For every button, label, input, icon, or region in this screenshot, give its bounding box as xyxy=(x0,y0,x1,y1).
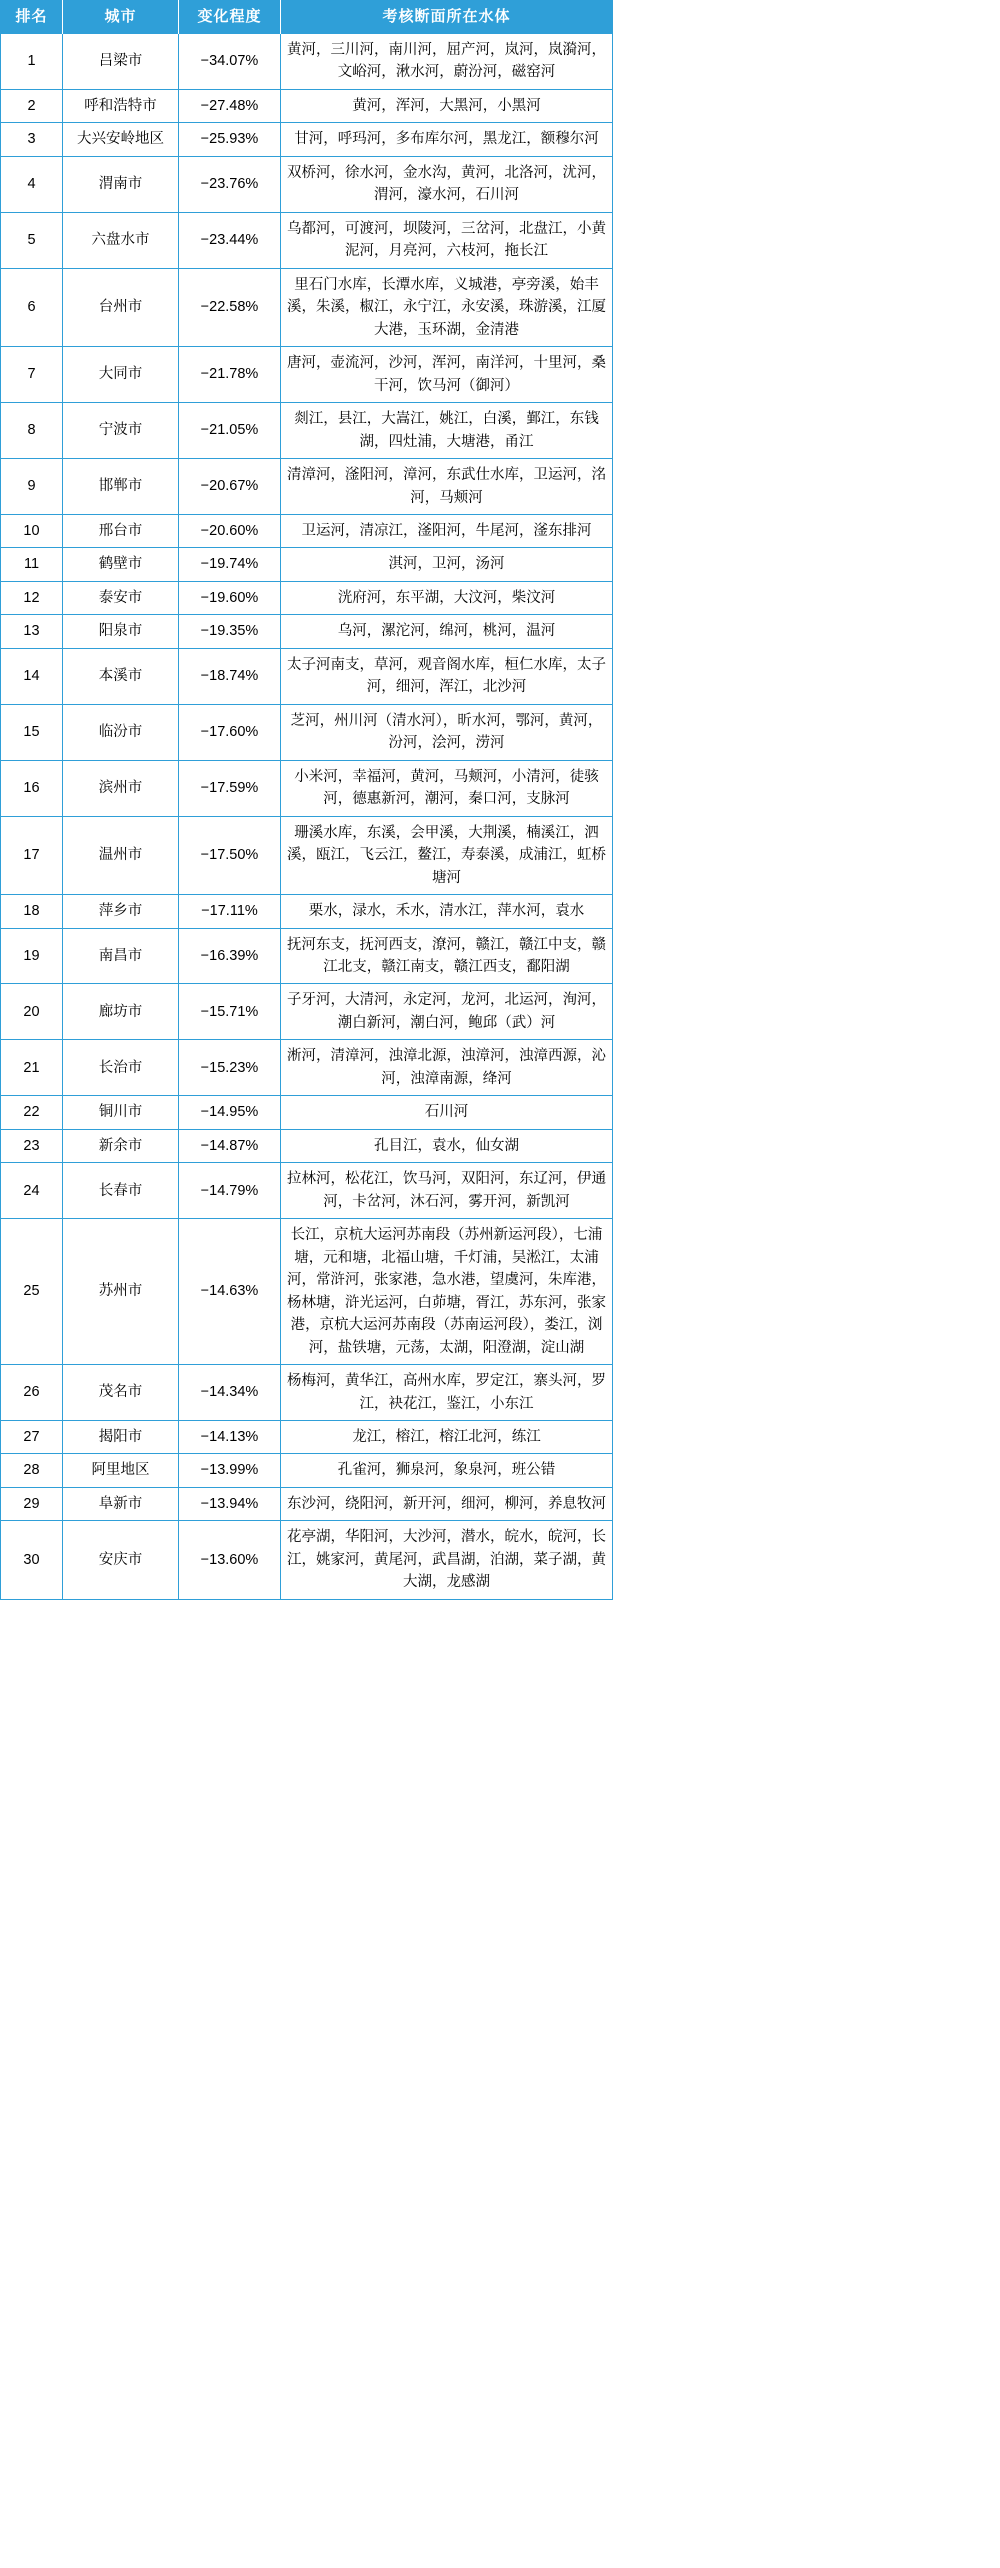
cell-city: 温州市 xyxy=(63,816,179,894)
city-water-quality-table xyxy=(0,0,613,1600)
cell-change: −27.48% xyxy=(179,89,281,122)
header-change: 变化程度 xyxy=(179,1,281,34)
table-row xyxy=(1,1365,613,1421)
cell-city: 吕梁市 xyxy=(63,34,179,90)
cell-water-body: 小米河，幸福河，黄河，马颊河，小清河，徒骇河，德惠新河，潮河，秦口河，支脉河 xyxy=(281,760,613,816)
cell-water-body: 太子河南支，草河，观音阁水库，桓仁水库，太子河，细河，浑江，北沙河 xyxy=(281,648,613,704)
cell-change: −14.63% xyxy=(179,1219,281,1365)
cell-change: −17.59% xyxy=(179,760,281,816)
cell-water-body: 石川河 xyxy=(281,1096,613,1129)
cell-water-body: 东沙河，绕阳河，新开河，细河，柳河，养息牧河 xyxy=(281,1487,613,1520)
cell-change: −14.79% xyxy=(179,1163,281,1219)
cell-water-body: 芝河，州川河（清水河），昕水河，鄂河，黄河，汾河，浍河，涝河 xyxy=(281,704,613,760)
cell-city: 临汾市 xyxy=(63,704,179,760)
cell-water-body: 子牙河，大清河，永定河，龙河，北运河，洵河，潮白新河，潮白河，鲍邱（武）河 xyxy=(281,984,613,1040)
cell-city: 廊坊市 xyxy=(63,984,179,1040)
cell-city: 长治市 xyxy=(63,1040,179,1096)
cell-water-body: 洸府河，东平湖，大汶河，柴汶河 xyxy=(281,581,613,614)
table-row xyxy=(1,89,613,122)
cell-rank: 27 xyxy=(1,1420,63,1453)
cell-rank: 5 xyxy=(1,212,63,268)
table-header xyxy=(1,1,613,34)
cell-change: −15.71% xyxy=(179,984,281,1040)
cell-water-body: 淇河，卫河，汤河 xyxy=(281,548,613,581)
cell-water-body: 唐河，壶流河，沙河，浑河，南洋河，十里河，桑干河，饮马河（御河） xyxy=(281,347,613,403)
cell-water-body: 珊溪水库，东溪，会甲溪，大荆溪，楠溪江，泗溪，瓯江，飞云江，鳌江，寿泰溪，成浦江，虹桥塘河 xyxy=(281,816,613,894)
cell-change: −14.95% xyxy=(179,1096,281,1129)
cell-change: −21.78% xyxy=(179,347,281,403)
cell-rank: 20 xyxy=(1,984,63,1040)
cell-water-body: 杨梅河，黄华江，高州水库，罗定江，寨头河，罗江，袂花江，鉴江，小东江 xyxy=(281,1365,613,1421)
cell-city: 本溪市 xyxy=(63,648,179,704)
cell-change: −23.44% xyxy=(179,212,281,268)
table-row xyxy=(1,984,613,1040)
cell-change: −15.23% xyxy=(179,1040,281,1096)
cell-city: 南昌市 xyxy=(63,928,179,984)
cell-change: −17.11% xyxy=(179,895,281,928)
table-row xyxy=(1,212,613,268)
table-row xyxy=(1,1420,613,1453)
cell-change: −21.05% xyxy=(179,403,281,459)
cell-city: 大同市 xyxy=(63,347,179,403)
cell-rank: 13 xyxy=(1,615,63,648)
cell-rank: 14 xyxy=(1,648,63,704)
cell-rank: 9 xyxy=(1,459,63,515)
cell-change: −20.60% xyxy=(179,514,281,547)
table-row xyxy=(1,1487,613,1520)
cell-water-body: 黄河，三川河，南川河，屈产河，岚河，岚漪河，文峪河，湫水河，蔚汾河，磁窑河 xyxy=(281,34,613,90)
cell-water-body: 栗水，渌水，禾水，清水江，萍水河，袁水 xyxy=(281,895,613,928)
cell-rank: 29 xyxy=(1,1487,63,1520)
cell-change: −22.58% xyxy=(179,268,281,346)
cell-change: −14.87% xyxy=(179,1129,281,1162)
table-row xyxy=(1,34,613,90)
table-row xyxy=(1,403,613,459)
table-row xyxy=(1,123,613,156)
table-row xyxy=(1,1040,613,1096)
cell-rank: 6 xyxy=(1,268,63,346)
cell-city: 渭南市 xyxy=(63,156,179,212)
table-header-row xyxy=(1,1,613,34)
table-row xyxy=(1,648,613,704)
cell-city: 阳泉市 xyxy=(63,615,179,648)
cell-rank: 30 xyxy=(1,1521,63,1599)
cell-water-body: 抚河东支，抚河西支，潦河，赣江，赣江中支，赣江北支，赣江南支，赣江西支，鄱阳湖 xyxy=(281,928,613,984)
cell-water-body: 黄河，浑河，大黑河，小黑河 xyxy=(281,89,613,122)
table-row xyxy=(1,895,613,928)
cell-water-body: 里石门水库，长潭水库，义城港，亭旁溪，始丰溪，朱溪，椒江，永宁江，永安溪，珠游溪，江厦大港，玉环湖，金清港 xyxy=(281,268,613,346)
cell-rank: 7 xyxy=(1,347,63,403)
cell-water-body: 孔目江，袁水，仙女湖 xyxy=(281,1129,613,1162)
cell-rank: 19 xyxy=(1,928,63,984)
cell-city: 台州市 xyxy=(63,268,179,346)
cell-rank: 23 xyxy=(1,1129,63,1162)
cell-change: −13.60% xyxy=(179,1521,281,1599)
cell-city: 新余市 xyxy=(63,1129,179,1162)
table-row xyxy=(1,514,613,547)
cell-water-body: 乌河，漯沱河，绵河，桃河，温河 xyxy=(281,615,613,648)
cell-city: 泰安市 xyxy=(63,581,179,614)
rank-table-container xyxy=(0,0,612,1600)
table-row xyxy=(1,1454,613,1487)
table-row xyxy=(1,548,613,581)
cell-water-body: 淅河，清漳河，浊漳北源，浊漳河，浊漳西源，沁河，浊漳南源，绛河 xyxy=(281,1040,613,1096)
cell-rank: 25 xyxy=(1,1219,63,1365)
cell-rank: 8 xyxy=(1,403,63,459)
cell-city: 滨州市 xyxy=(63,760,179,816)
cell-change: −17.60% xyxy=(179,704,281,760)
cell-city: 阿里地区 xyxy=(63,1454,179,1487)
cell-water-body: 拉林河，松花江，饮马河，双阳河，东辽河，伊通河，卡岔河，沐石河，雾开河，新凯河 xyxy=(281,1163,613,1219)
cell-rank: 28 xyxy=(1,1454,63,1487)
cell-change: −13.94% xyxy=(179,1487,281,1520)
table-row xyxy=(1,1521,613,1599)
table-row xyxy=(1,1129,613,1162)
cell-city: 呼和浩特市 xyxy=(63,89,179,122)
table-row xyxy=(1,704,613,760)
cell-change: −19.74% xyxy=(179,548,281,581)
cell-rank: 1 xyxy=(1,34,63,90)
cell-city: 大兴安岭地区 xyxy=(63,123,179,156)
table-row xyxy=(1,1096,613,1129)
cell-city: 邯郸市 xyxy=(63,459,179,515)
cell-rank: 15 xyxy=(1,704,63,760)
cell-city: 邢台市 xyxy=(63,514,179,547)
cell-change: −13.99% xyxy=(179,1454,281,1487)
cell-water-body: 剡江，县江，大嵩江，姚江，白溪，鄞江，东钱湖，四灶浦，大塘港，甬江 xyxy=(281,403,613,459)
cell-water-body: 花亭湖，华阳河，大沙河，潜水，皖水，皖河，长江，姚家河，黄尾河，武昌湖，泊湖，菜子湖，黄大湖，龙感湖 xyxy=(281,1521,613,1599)
cell-change: −34.07% xyxy=(179,34,281,90)
cell-city: 阜新市 xyxy=(63,1487,179,1520)
cell-water-body: 龙江，榕江，榕江北河，练江 xyxy=(281,1420,613,1453)
cell-city: 茂名市 xyxy=(63,1365,179,1421)
cell-rank: 4 xyxy=(1,156,63,212)
table-row xyxy=(1,268,613,346)
table-row xyxy=(1,1163,613,1219)
cell-rank: 11 xyxy=(1,548,63,581)
table-body xyxy=(1,34,613,1600)
cell-rank: 2 xyxy=(1,89,63,122)
cell-city: 揭阳市 xyxy=(63,1420,179,1453)
cell-city: 六盘水市 xyxy=(63,212,179,268)
table-row xyxy=(1,1219,613,1365)
table-row xyxy=(1,459,613,515)
cell-change: −17.50% xyxy=(179,816,281,894)
cell-city: 萍乡市 xyxy=(63,895,179,928)
cell-water-body: 卫运河，清凉江，滏阳河，牛尾河，滏东排河 xyxy=(281,514,613,547)
cell-city: 长春市 xyxy=(63,1163,179,1219)
cell-water-body: 乌都河，可渡河，坝陵河，三岔河，北盘江，小黄泥河，月亮河，六枝河，拖长江 xyxy=(281,212,613,268)
cell-rank: 3 xyxy=(1,123,63,156)
header-rank: 排名 xyxy=(1,1,63,34)
cell-change: −16.39% xyxy=(179,928,281,984)
cell-water-body: 孔雀河，狮泉河，象泉河，班公错 xyxy=(281,1454,613,1487)
cell-city: 苏州市 xyxy=(63,1219,179,1365)
cell-change: −19.60% xyxy=(179,581,281,614)
header-water-body: 考核断面所在水体 xyxy=(281,1,613,34)
cell-change: −14.34% xyxy=(179,1365,281,1421)
cell-rank: 22 xyxy=(1,1096,63,1129)
cell-city: 铜川市 xyxy=(63,1096,179,1129)
cell-city: 安庆市 xyxy=(63,1521,179,1599)
cell-rank: 17 xyxy=(1,816,63,894)
cell-rank: 18 xyxy=(1,895,63,928)
table-row xyxy=(1,615,613,648)
table-row xyxy=(1,928,613,984)
header-city: 城市 xyxy=(63,1,179,34)
cell-water-body: 长江，京杭大运河苏南段（苏州新运河段），七浦塘，元和塘，北福山塘，千灯浦，吴淞江，太浦河，常浒河，张家港，急水港，望虞河，朱库港，杨林塘，浒光运河，白茆塘，胥江，苏东河，张家港，京杭大运河苏南段（苏南运河段），娄江，浏河，盐铁塘，元荡，太湖，阳澄湖，淀山湖 xyxy=(281,1219,613,1365)
table-row xyxy=(1,156,613,212)
table-row xyxy=(1,816,613,894)
cell-city: 鹤壁市 xyxy=(63,548,179,581)
cell-change: −25.93% xyxy=(179,123,281,156)
cell-water-body: 甘河，呼玛河，多布库尔河，黑龙江，额穆尔河 xyxy=(281,123,613,156)
cell-rank: 26 xyxy=(1,1365,63,1421)
cell-water-body: 清漳河，滏阳河，漳河，东武仕水库，卫运河，洺河，马颊河 xyxy=(281,459,613,515)
cell-change: −18.74% xyxy=(179,648,281,704)
table-row xyxy=(1,347,613,403)
table-row xyxy=(1,760,613,816)
cell-change: −23.76% xyxy=(179,156,281,212)
table-row xyxy=(1,581,613,614)
cell-city: 宁波市 xyxy=(63,403,179,459)
cell-rank: 16 xyxy=(1,760,63,816)
cell-change: −20.67% xyxy=(179,459,281,515)
cell-rank: 21 xyxy=(1,1040,63,1096)
cell-change: −14.13% xyxy=(179,1420,281,1453)
cell-change: −19.35% xyxy=(179,615,281,648)
cell-water-body: 双桥河，徐水河，金水沟，黄河，北洛河，沋河，渭河，濠水河，石川河 xyxy=(281,156,613,212)
cell-rank: 12 xyxy=(1,581,63,614)
cell-rank: 24 xyxy=(1,1163,63,1219)
cell-rank: 10 xyxy=(1,514,63,547)
